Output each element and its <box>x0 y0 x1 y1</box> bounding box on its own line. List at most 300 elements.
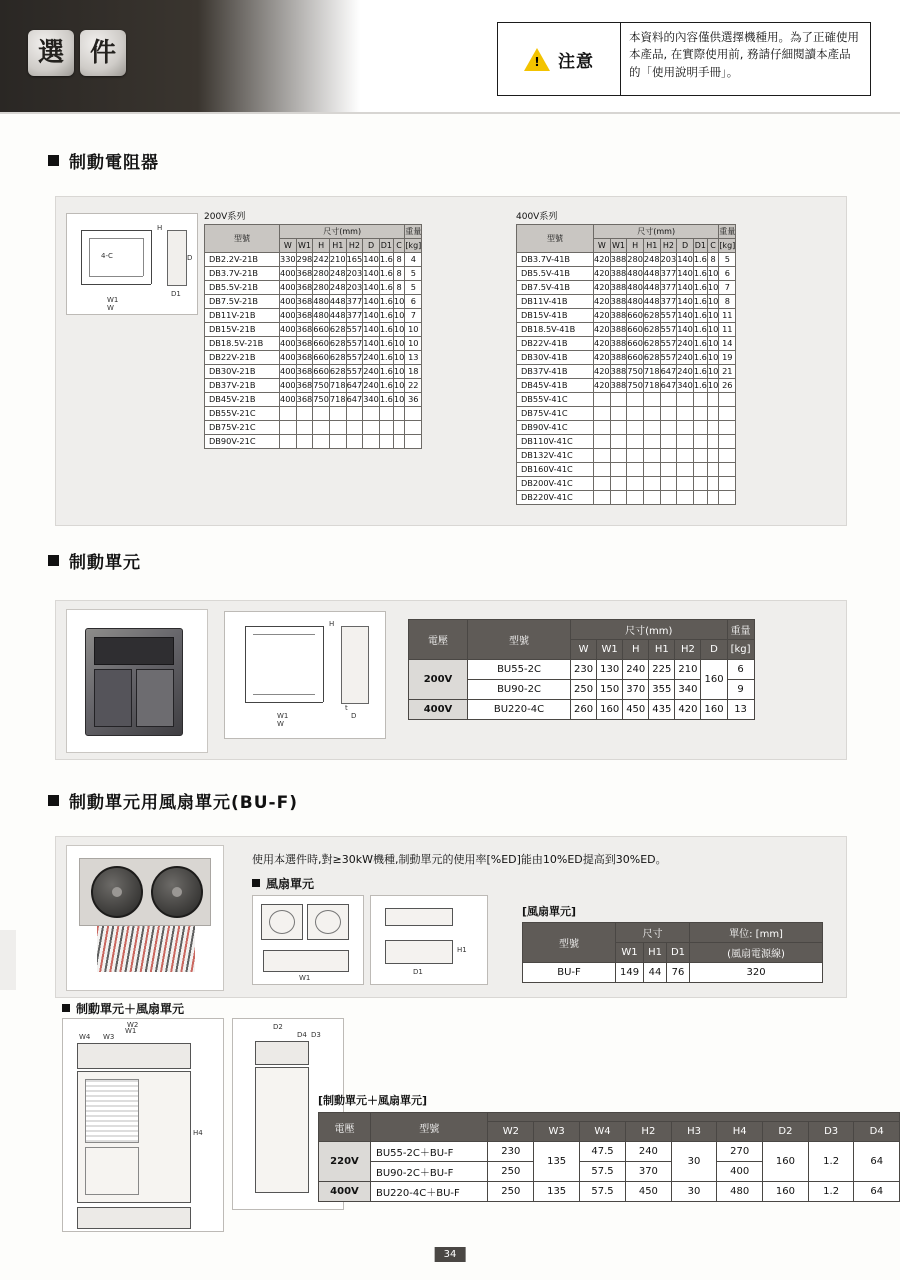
table-row <box>205 281 422 295</box>
cell-value <box>627 435 644 449</box>
cell-w1: 149 <box>616 963 644 983</box>
section-heading-fan-unit: 制動單元用風扇單元(BU-F) <box>48 788 298 813</box>
table-row <box>517 421 736 435</box>
fan-right-icon <box>151 866 203 918</box>
cell-value <box>660 477 677 491</box>
cell-h2: 340 <box>675 680 701 700</box>
brake-unit-photo <box>66 609 208 753</box>
cell-value: 280 <box>313 267 330 281</box>
th-col-h2: H2 <box>625 1122 671 1142</box>
label-w1: W1 <box>107 296 119 304</box>
cell-value <box>660 421 677 435</box>
cell-value: 1.6 <box>693 281 707 295</box>
table-row <box>517 351 736 365</box>
table-row <box>205 323 422 337</box>
cell-value <box>707 449 718 463</box>
cell-value <box>405 421 422 435</box>
cell-value: 140 <box>363 323 380 337</box>
cell-value: 10 <box>707 267 718 281</box>
fan-unit-subheading: 風扇單元 <box>252 875 314 892</box>
cell-value <box>643 407 660 421</box>
cell-value: 8 <box>719 295 736 309</box>
cell-value <box>610 477 627 491</box>
cell-value: 420 <box>594 351 611 365</box>
cell-value: 1.6 <box>379 379 393 393</box>
cell-value: 420 <box>594 253 611 267</box>
cell-model: DB30V-41B <box>517 351 594 365</box>
cell-value <box>719 477 736 491</box>
cell-value: 377 <box>346 309 363 323</box>
cell-value <box>363 435 380 449</box>
cell-value <box>693 449 707 463</box>
cell-value: 10 <box>707 365 718 379</box>
th-col-h: H <box>313 239 330 253</box>
cell-value <box>719 449 736 463</box>
cell-value <box>610 407 627 421</box>
th-col-w4: W4 <box>580 1122 626 1142</box>
cell-value: 1.6 <box>693 253 707 267</box>
cell-value: 448 <box>643 281 660 295</box>
cell-value: 557 <box>660 309 677 323</box>
cell-power: 320 <box>690 963 823 983</box>
table-row <box>517 281 736 295</box>
cell-value <box>660 407 677 421</box>
resistor-drawing <box>66 213 198 315</box>
cell-model: DB15V-21B <box>205 323 280 337</box>
cell-value: 5 <box>719 253 736 267</box>
label-w1: W1 <box>299 974 311 982</box>
cell-w4: 57.5 <box>580 1182 626 1202</box>
cell-h4: 270 <box>717 1142 763 1162</box>
cell-value: 22 <box>405 379 422 393</box>
cell-model: BU55-2C＋BU-F <box>370 1142 487 1162</box>
cell-value <box>707 463 718 477</box>
label-t: t <box>345 704 348 712</box>
cell-h2: 370 <box>625 1162 671 1182</box>
cell-value: 280 <box>627 253 644 267</box>
cell-value: 420 <box>594 337 611 351</box>
cell-value: 647 <box>660 379 677 393</box>
cell-d: 160 <box>701 660 727 700</box>
cell-value <box>677 407 694 421</box>
cell-value <box>719 491 736 505</box>
th-weight-unit: [kg] <box>405 239 422 253</box>
cell-h2: 420 <box>675 700 701 720</box>
cell-value <box>660 491 677 505</box>
cell-value: 750 <box>627 365 644 379</box>
bullet-square-icon <box>48 795 59 806</box>
cell-value: 448 <box>329 309 346 323</box>
cell-value <box>594 435 611 449</box>
cell-value: 718 <box>329 393 346 407</box>
label-d: D <box>351 712 357 720</box>
cell-value: 400 <box>280 309 297 323</box>
cell-model: DB37V-41B <box>517 365 594 379</box>
cell-value: 400 <box>280 323 297 337</box>
table-row <box>319 1182 900 1202</box>
cell-model: DB55V-41C <box>517 393 594 407</box>
cell-value: 388 <box>610 337 627 351</box>
cell-value: 628 <box>329 365 346 379</box>
cell-model: BU55-2C <box>468 660 571 680</box>
th-col-d: D <box>363 239 380 253</box>
cell-value: 203 <box>346 267 363 281</box>
cell-value: 628 <box>643 351 660 365</box>
fan-drawing-front <box>252 895 364 985</box>
cell-w2: 250 <box>488 1162 534 1182</box>
label-w2: W1 <box>125 1027 137 1035</box>
th-voltage: 電壓 <box>409 620 468 660</box>
cell-value <box>329 435 346 449</box>
cell-value: 480 <box>627 281 644 295</box>
th-weight-unit: [kg] <box>727 640 754 660</box>
cell-value <box>379 435 393 449</box>
cell-value <box>627 463 644 477</box>
th-col-h1: H1 <box>649 640 675 660</box>
cell-value: 240 <box>677 351 694 365</box>
cell-d4: 64 <box>854 1142 900 1182</box>
bullet-square-small-icon <box>252 879 260 887</box>
brake-unit-table-wrap <box>408 619 755 720</box>
cell-value <box>707 407 718 421</box>
cell-value: 557 <box>660 337 677 351</box>
th-col-c: C <box>393 239 404 253</box>
table-row <box>517 491 736 505</box>
page-number: 34 <box>435 1247 466 1262</box>
cell-value: 140 <box>363 267 380 281</box>
cell-value: 660 <box>313 351 330 365</box>
table-row <box>319 1142 900 1162</box>
combo-table-title: [制動單元＋風扇單元] <box>318 1094 428 1107</box>
cell-value <box>707 393 718 407</box>
th-col-w3: W3 <box>534 1122 580 1142</box>
th-col-d1: D1 <box>666 943 689 963</box>
cell-d3: 1.2 <box>808 1182 854 1202</box>
cell-value: 400 <box>280 379 297 393</box>
cell-model: DB37V-21B <box>205 379 280 393</box>
cell-value <box>346 421 363 435</box>
cell-value: 248 <box>329 281 346 295</box>
table-row <box>205 253 422 267</box>
cell-value <box>393 421 404 435</box>
table-row <box>205 267 422 281</box>
cell-value: 140 <box>677 281 694 295</box>
cell-model: DB7.5V-21B <box>205 295 280 309</box>
cell-value <box>719 421 736 435</box>
cell-d4: 64 <box>854 1182 900 1202</box>
cell-value: 377 <box>660 267 677 281</box>
label-w: W <box>277 720 284 728</box>
fan-left-icon <box>91 866 143 918</box>
th-col-h1: H1 <box>644 943 667 963</box>
cell-model: BU90-2C＋BU-F <box>370 1162 487 1182</box>
cell-value: 660 <box>627 309 644 323</box>
cell-value: 5 <box>405 267 422 281</box>
cell-d3: 1.2 <box>808 1142 854 1182</box>
cell-value: 10 <box>393 379 404 393</box>
th-col-d4: D4 <box>854 1122 900 1142</box>
cell-value: 420 <box>594 309 611 323</box>
cell-value <box>693 477 707 491</box>
label-d1: D1 <box>413 968 423 976</box>
label-h1: H1 <box>457 946 467 954</box>
cell-value: 557 <box>660 351 677 365</box>
cell-value: 10 <box>707 281 718 295</box>
cell-value: 1.6 <box>379 351 393 365</box>
cell-value: 11 <box>719 309 736 323</box>
notice-box <box>497 22 871 96</box>
cell-value: 8 <box>707 253 718 267</box>
cell-value <box>610 435 627 449</box>
cell-value: 420 <box>594 365 611 379</box>
cell-h3: 30 <box>671 1142 716 1182</box>
cell-value <box>393 435 404 449</box>
cell-value: 480 <box>627 267 644 281</box>
warning-triangle-icon <box>524 48 550 71</box>
cell-value: 8 <box>393 253 404 267</box>
cell-model: DB110V-41C <box>517 435 594 449</box>
cell-d2: 160 <box>763 1142 809 1182</box>
cell-value: 557 <box>346 337 363 351</box>
cell-value: 628 <box>643 323 660 337</box>
table-row <box>205 379 422 393</box>
cell-model: DB18.5V-21B <box>205 337 280 351</box>
cell-value <box>379 407 393 421</box>
combo-drawing-side: D2 D3 D4 <box>232 1018 344 1210</box>
table-row <box>205 365 422 379</box>
cell-value: 10 <box>707 309 718 323</box>
th-voltage: 電壓 <box>319 1113 371 1142</box>
cell-model: DB2.2V-21B <box>205 253 280 267</box>
cell-w1: 150 <box>597 680 623 700</box>
th-weight-group: 重量 <box>727 620 754 640</box>
table-row <box>205 435 422 449</box>
cell-value: 1.6 <box>693 379 707 393</box>
cell-value: 10 <box>405 337 422 351</box>
cell-value: 750 <box>627 379 644 393</box>
cell-value <box>296 435 313 449</box>
cell-value <box>363 407 380 421</box>
cell-value: 10 <box>707 337 718 351</box>
cell-value: 368 <box>296 365 313 379</box>
th-weight-group: 重量 <box>719 225 736 239</box>
cell-value: 242 <box>313 253 330 267</box>
cell-value: 420 <box>594 267 611 281</box>
cell-value: 628 <box>329 323 346 337</box>
cell-value: 660 <box>627 337 644 351</box>
cell-value: 10 <box>393 351 404 365</box>
cell-value <box>594 407 611 421</box>
cell-value: 660 <box>313 337 330 351</box>
cell-w2: 250 <box>488 1182 534 1202</box>
label-w: W <box>107 304 114 312</box>
header-rule <box>0 112 900 114</box>
cell-value: 240 <box>363 379 380 393</box>
th-model: 型號 <box>205 225 280 253</box>
cell-value: 388 <box>610 295 627 309</box>
cell-value <box>627 421 644 435</box>
combo-table <box>318 1112 900 1202</box>
cell-model: DB30V-21B <box>205 365 280 379</box>
table-row <box>517 435 736 449</box>
brake-unit-drawing <box>224 611 386 739</box>
cell-model: DB22V-41B <box>517 337 594 351</box>
cell-value <box>677 393 694 407</box>
table-row <box>205 407 422 421</box>
logo-char-1: 選 <box>28 30 74 76</box>
cell-value: 7 <box>405 309 422 323</box>
resistor-200-block <box>204 209 422 449</box>
cell-value: 26 <box>719 379 736 393</box>
th-col-h: H <box>627 239 644 253</box>
cell-model: DB5.5V-41B <box>517 267 594 281</box>
cell-value: 340 <box>363 393 380 407</box>
cell-weight: 9 <box>727 680 754 700</box>
cell-value <box>296 421 313 435</box>
cell-value <box>627 449 644 463</box>
table-row <box>205 295 422 309</box>
label-h: H <box>157 224 163 232</box>
cell-value: 377 <box>660 281 677 295</box>
cell-value: 557 <box>346 323 363 337</box>
cell-value: 377 <box>660 295 677 309</box>
cell-value: 750 <box>313 393 330 407</box>
cell-value <box>405 435 422 449</box>
cell-value: 140 <box>677 309 694 323</box>
cell-value: 628 <box>643 309 660 323</box>
resistor-400-block <box>516 209 736 505</box>
cell-h: 450 <box>623 700 649 720</box>
th-col-w: W <box>571 640 597 660</box>
cell-value: 400 <box>280 267 297 281</box>
cell-value <box>329 421 346 435</box>
cell-value: 330 <box>280 253 297 267</box>
th-col-h2: H2 <box>346 239 363 253</box>
th-col-h3: H3 <box>671 1122 716 1142</box>
cell-value: 1.6 <box>379 253 393 267</box>
cell-value <box>643 435 660 449</box>
cell-value <box>719 435 736 449</box>
cell-value: 647 <box>346 393 363 407</box>
cell-value: 18 <box>405 365 422 379</box>
cell-value <box>719 407 736 421</box>
cell-w1: 160 <box>597 700 623 720</box>
cell-value: 480 <box>313 295 330 309</box>
cell-h1: 355 <box>649 680 675 700</box>
cell-value <box>719 393 736 407</box>
cell-value: 448 <box>329 295 346 309</box>
cell-value <box>610 393 627 407</box>
cell-value <box>643 477 660 491</box>
cell-value: 248 <box>643 253 660 267</box>
cell-value: 1.6 <box>693 267 707 281</box>
th-col-w1: W1 <box>616 943 644 963</box>
cell-voltage: 400V <box>319 1182 371 1202</box>
cell-model: BU-F <box>523 963 616 983</box>
cell-w4: 57.5 <box>580 1162 626 1182</box>
table-row <box>517 295 736 309</box>
th-col-w: W <box>280 239 297 253</box>
cell-value <box>693 435 707 449</box>
cell-value <box>610 463 627 477</box>
table-row <box>517 323 736 337</box>
table-row <box>517 449 736 463</box>
cell-value: 388 <box>610 323 627 337</box>
cell-value <box>313 421 330 435</box>
cell-value: 1.6 <box>379 365 393 379</box>
cell-value: 388 <box>610 365 627 379</box>
cell-value: 1.6 <box>379 323 393 337</box>
cell-value <box>280 407 297 421</box>
cell-value: 718 <box>643 379 660 393</box>
resistor-400-table <box>516 224 736 505</box>
cell-value <box>594 393 611 407</box>
cell-value <box>627 491 644 505</box>
cell-value: 448 <box>643 295 660 309</box>
cell-value: 21 <box>719 365 736 379</box>
cell-value: 718 <box>329 379 346 393</box>
cell-model: DB90V-41C <box>517 421 594 435</box>
th-model: 型號 <box>370 1113 487 1142</box>
panel-resistor <box>55 196 847 526</box>
cell-d: 160 <box>701 700 727 720</box>
cell-value <box>677 449 694 463</box>
cell-value <box>660 435 677 449</box>
cell-value: 480 <box>627 295 644 309</box>
cell-value: 368 <box>296 393 313 407</box>
cell-value: 210 <box>329 253 346 267</box>
cell-h2: 450 <box>625 1182 671 1202</box>
cell-value: 420 <box>594 281 611 295</box>
cell-model: DB90V-21C <box>205 435 280 449</box>
cell-value: 1.6 <box>693 351 707 365</box>
cell-value: 1.6 <box>379 337 393 351</box>
cell-value: 10 <box>393 393 404 407</box>
table-row <box>517 309 736 323</box>
th-power-line: (風扇電源線) <box>690 943 823 963</box>
cell-model: DB7.5V-41B <box>517 281 594 295</box>
th-col-d1: D1 <box>379 239 393 253</box>
cell-value <box>610 491 627 505</box>
cell-h2: 210 <box>675 660 701 680</box>
th-col-h1: H1 <box>329 239 346 253</box>
resistor-200-table <box>204 224 422 449</box>
cell-value <box>677 421 694 435</box>
cell-value <box>693 393 707 407</box>
cell-value: 10 <box>707 351 718 365</box>
cell-value: 1.6 <box>693 337 707 351</box>
cell-model: BU220-4C <box>468 700 571 720</box>
logo-char-2: 件 <box>80 30 126 76</box>
cell-value <box>627 477 644 491</box>
cell-model: DB11V-41B <box>517 295 594 309</box>
th-dim-group: 尺寸(mm) <box>280 225 405 239</box>
cell-value: 557 <box>346 351 363 365</box>
cell-value: 647 <box>346 379 363 393</box>
cell-voltage: 200V <box>409 660 468 700</box>
cell-value: 660 <box>627 351 644 365</box>
cell-value: 19 <box>719 351 736 365</box>
th-col-h: H <box>623 640 649 660</box>
cell-value: 6 <box>719 267 736 281</box>
cell-value <box>280 435 297 449</box>
cell-value: 628 <box>643 337 660 351</box>
cell-value: 140 <box>677 253 694 267</box>
cell-value: 368 <box>296 267 313 281</box>
bullet-square-small-icon <box>62 1004 70 1012</box>
cell-value: 10 <box>707 379 718 393</box>
brake-unit-device <box>85 628 183 736</box>
